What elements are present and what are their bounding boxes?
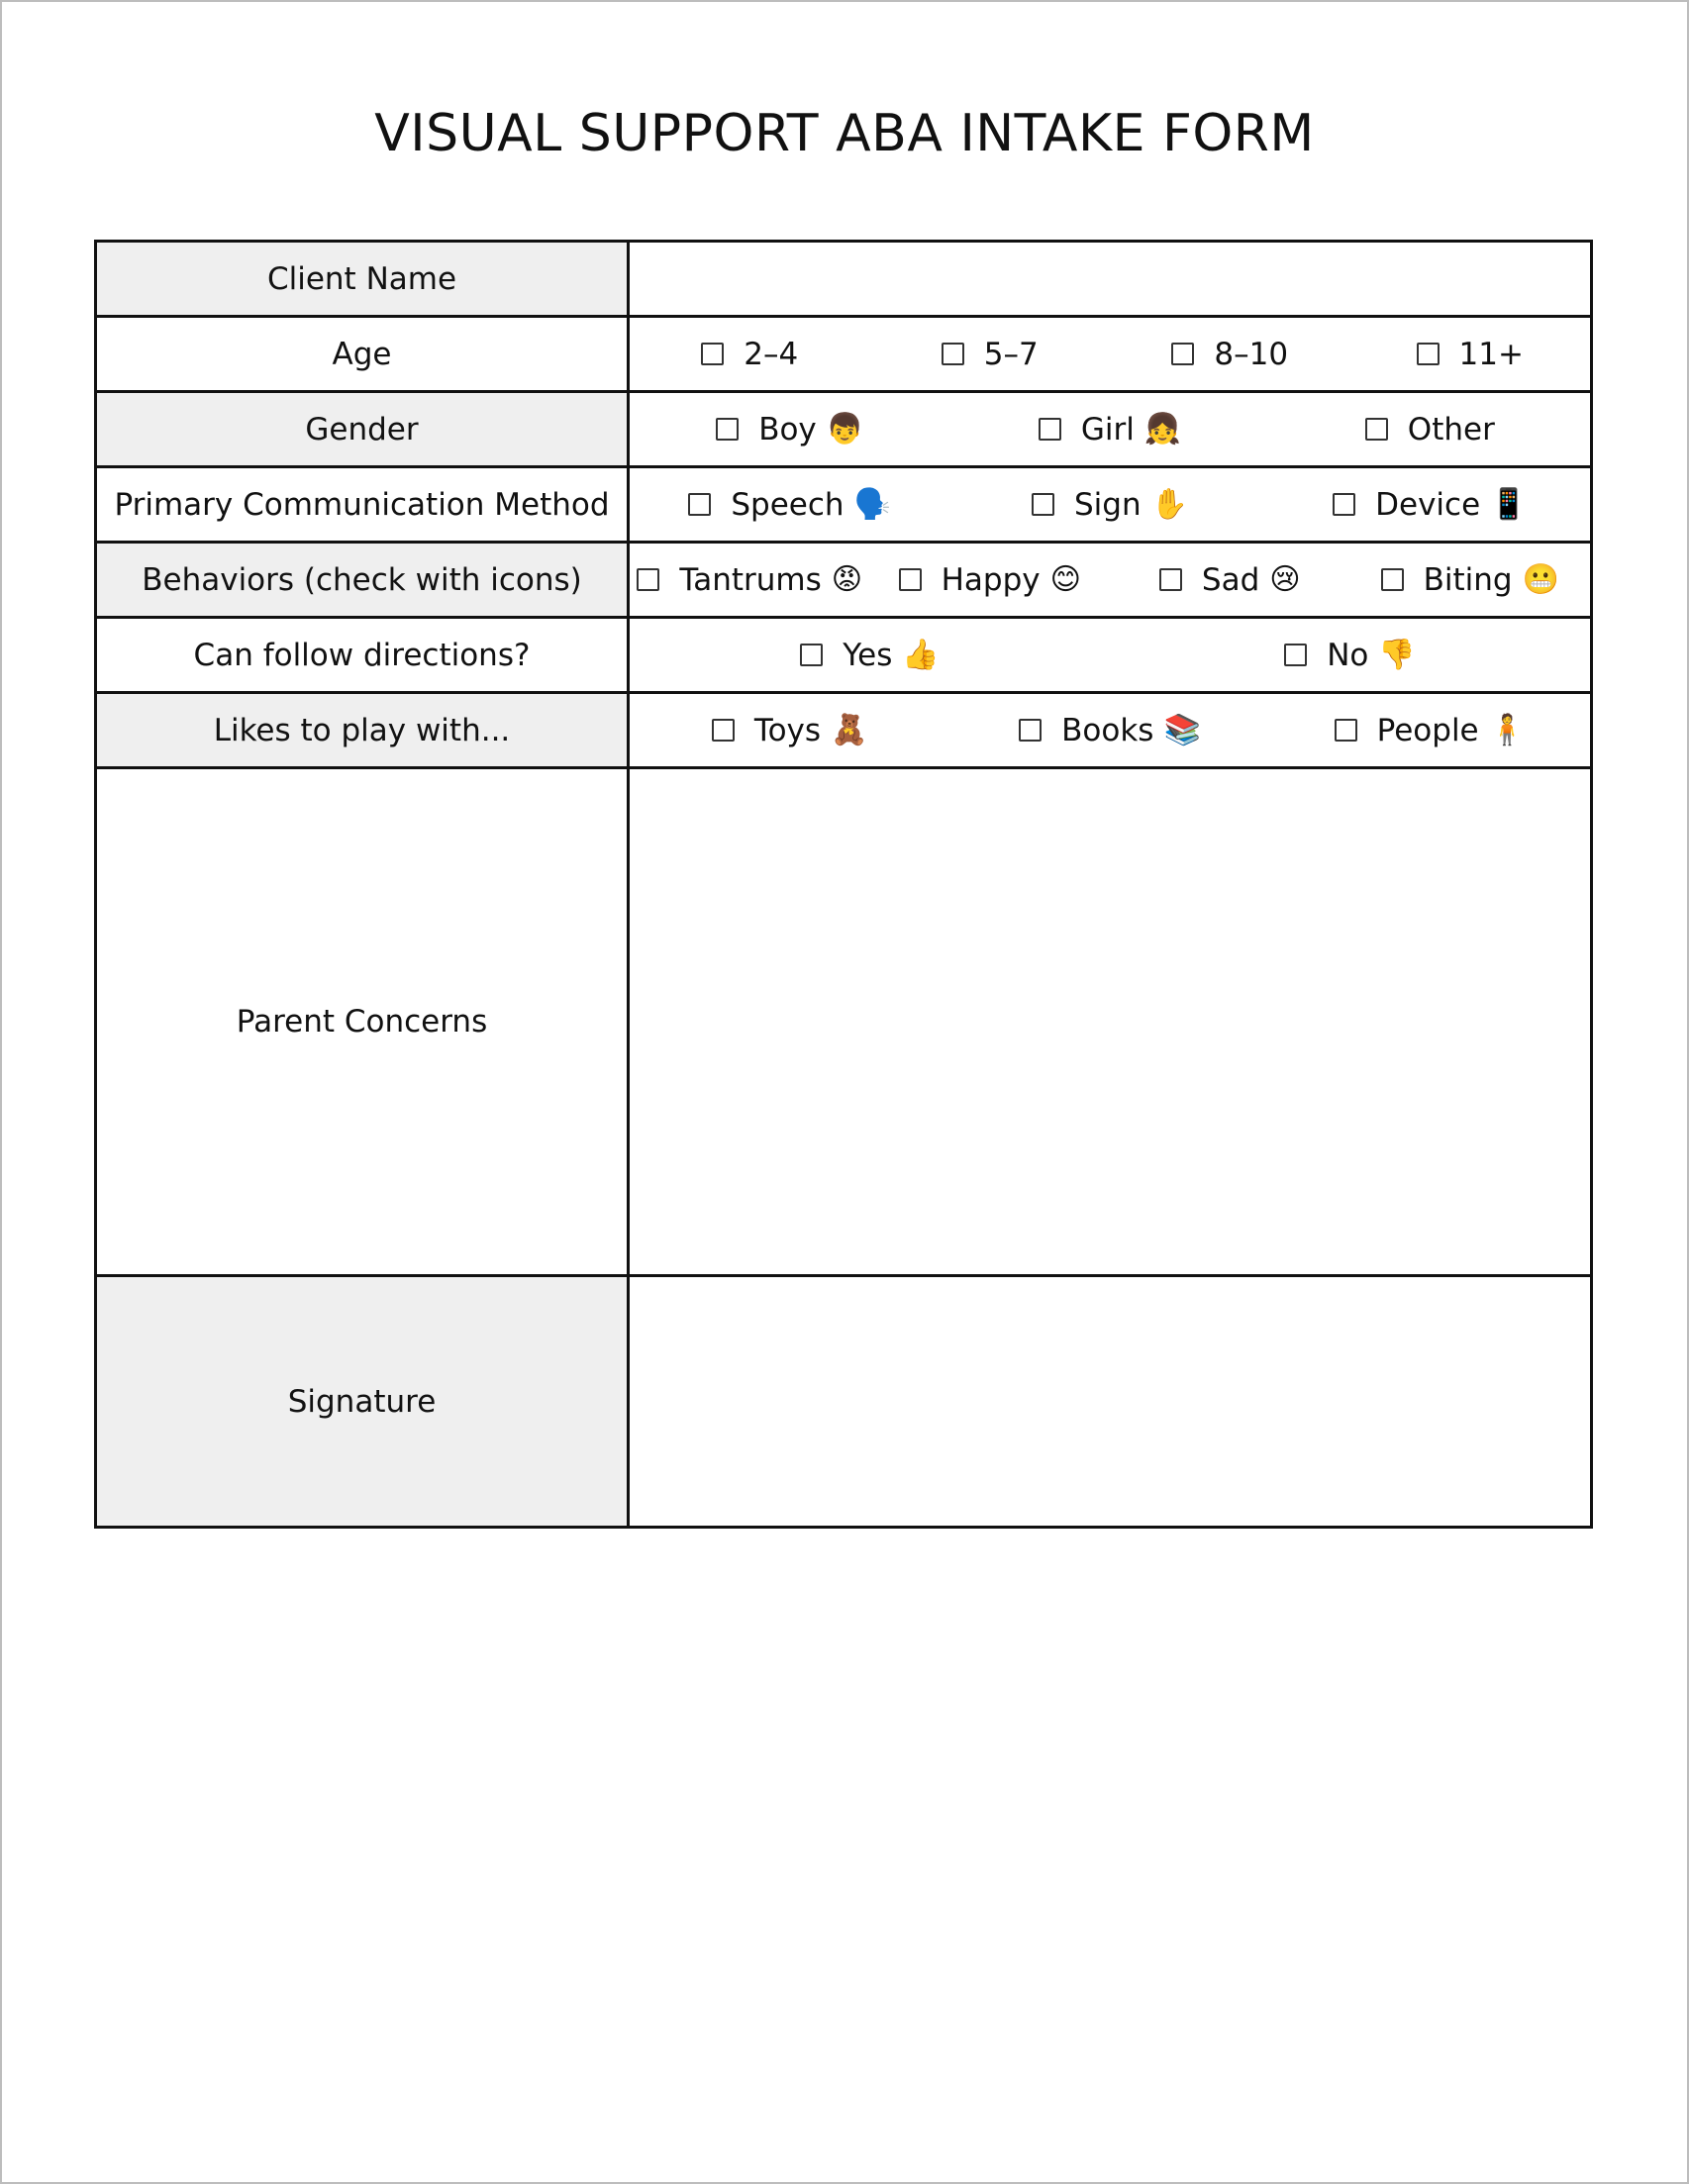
signature-field[interactable] bbox=[629, 1276, 1592, 1528]
books-icon: 📚 bbox=[1163, 712, 1201, 747]
grimacing-face-icon: 😬 bbox=[1522, 561, 1559, 597]
directions-label: Can follow directions? bbox=[96, 618, 629, 693]
age-options bbox=[629, 317, 1592, 392]
row-signature bbox=[96, 1276, 1592, 1528]
row-client-name bbox=[96, 242, 1592, 317]
checkbox-icon[interactable] bbox=[701, 343, 724, 365]
gender-option-other[interactable]: Other bbox=[1270, 412, 1590, 447]
age-option-11-plus[interactable]: 11+ bbox=[1350, 337, 1591, 372]
communication-options bbox=[629, 467, 1592, 543]
communication-option-device[interactable]: Device 📱 bbox=[1270, 487, 1590, 523]
behaviors-label: Behaviors (check with icons) bbox=[96, 543, 629, 618]
checkbox-icon[interactable] bbox=[1333, 493, 1355, 516]
age-option-5-7[interactable]: 5–7 bbox=[870, 337, 1111, 372]
checkbox-icon[interactable] bbox=[637, 568, 659, 591]
checkbox-icon[interactable] bbox=[1019, 719, 1042, 742]
mobile-phone-icon: 📱 bbox=[1490, 486, 1528, 522]
behavior-option-tantrums[interactable]: Tantrums 😡 bbox=[630, 562, 870, 598]
age-option-2-4[interactable]: 2–4 bbox=[630, 337, 870, 372]
checkbox-icon[interactable] bbox=[1381, 568, 1404, 591]
angry-face-icon: 😡 bbox=[831, 561, 863, 597]
speaking-head-icon: 🗣️ bbox=[853, 486, 891, 522]
thumbs-down-icon: 👎 bbox=[1378, 637, 1416, 672]
row-communication bbox=[96, 467, 1592, 543]
row-directions bbox=[96, 618, 1592, 693]
gender-options bbox=[629, 392, 1592, 467]
checkbox-icon[interactable] bbox=[942, 343, 964, 365]
checkbox-icon[interactable] bbox=[1335, 719, 1357, 742]
checkbox-icon[interactable] bbox=[1284, 644, 1307, 666]
checkbox-icon[interactable] bbox=[1039, 418, 1061, 441]
row-behaviors bbox=[96, 543, 1592, 618]
girl-icon: 👧 bbox=[1143, 411, 1182, 447]
behavior-option-sad[interactable]: Sad 😢 bbox=[1110, 562, 1350, 598]
play-options-group bbox=[630, 694, 1590, 766]
row-play bbox=[96, 693, 1592, 768]
behavior-option-biting[interactable]: Biting 😬 bbox=[1350, 562, 1591, 598]
age-label: Age bbox=[96, 317, 629, 392]
checkbox-icon[interactable] bbox=[688, 493, 711, 516]
gender-option-boy[interactable]: Boy 👦 bbox=[630, 412, 949, 447]
client-name-field[interactable] bbox=[629, 242, 1592, 317]
directions-option-yes[interactable]: Yes 👍 bbox=[630, 638, 1110, 673]
signature-label: Signature bbox=[96, 1276, 629, 1528]
crying-face-icon: 😢 bbox=[1269, 561, 1301, 597]
raised-hand-icon: ✋ bbox=[1150, 486, 1188, 522]
gender-label: Gender bbox=[96, 392, 629, 467]
play-option-books[interactable]: Books 📚 bbox=[949, 713, 1269, 748]
gender-options-group bbox=[630, 393, 1590, 465]
communication-option-sign[interactable]: Sign ✋ bbox=[949, 487, 1269, 523]
form-title: VISUAL SUPPORT ABA INTAKE FORM bbox=[374, 104, 1315, 163]
checkbox-icon[interactable] bbox=[899, 568, 922, 591]
checkbox-icon[interactable] bbox=[800, 644, 823, 666]
behavior-option-happy[interactable]: Happy 😊 bbox=[870, 562, 1111, 598]
teddy-bear-icon: 🧸 bbox=[831, 712, 868, 747]
person-standing-icon: 🧍 bbox=[1488, 712, 1526, 747]
thumbs-up-icon: 👍 bbox=[902, 637, 940, 672]
behaviors-options-group bbox=[630, 544, 1590, 616]
communication-label: Primary Communication Method bbox=[96, 467, 629, 543]
smiling-face-icon: 😊 bbox=[1049, 561, 1081, 597]
play-label: Likes to play with... bbox=[96, 693, 629, 768]
checkbox-icon[interactable] bbox=[716, 418, 739, 441]
parent-concerns-field[interactable] bbox=[629, 768, 1592, 1276]
gender-option-girl[interactable]: Girl 👧 bbox=[949, 412, 1269, 447]
boy-icon: 👦 bbox=[826, 411, 864, 447]
checkbox-icon[interactable] bbox=[1365, 418, 1388, 441]
checkbox-icon[interactable] bbox=[712, 719, 735, 742]
parent-concerns-label: Parent Concerns bbox=[96, 768, 629, 1276]
intake-form-table bbox=[94, 240, 1593, 1529]
directions-options-group bbox=[630, 619, 1590, 691]
play-options bbox=[629, 693, 1592, 768]
row-gender bbox=[96, 392, 1592, 467]
communication-options-group bbox=[630, 468, 1590, 541]
play-option-people[interactable]: People 🧍 bbox=[1270, 713, 1590, 748]
behaviors-options bbox=[629, 543, 1592, 618]
directions-options bbox=[629, 618, 1592, 693]
row-parent-concerns bbox=[96, 768, 1592, 1276]
directions-option-no[interactable]: No 👎 bbox=[1110, 638, 1590, 673]
row-age bbox=[96, 317, 1592, 392]
client-name-label: Client Name bbox=[96, 242, 629, 317]
checkbox-icon[interactable] bbox=[1159, 568, 1182, 591]
checkbox-icon[interactable] bbox=[1171, 343, 1194, 365]
checkbox-icon[interactable] bbox=[1417, 343, 1440, 365]
communication-option-speech[interactable]: Speech 🗣️ bbox=[630, 487, 949, 523]
checkbox-icon[interactable] bbox=[1032, 493, 1054, 516]
age-options-group bbox=[630, 318, 1590, 390]
play-option-toys[interactable]: Toys 🧸 bbox=[630, 713, 949, 748]
age-option-8-10[interactable]: 8–10 bbox=[1110, 337, 1350, 372]
